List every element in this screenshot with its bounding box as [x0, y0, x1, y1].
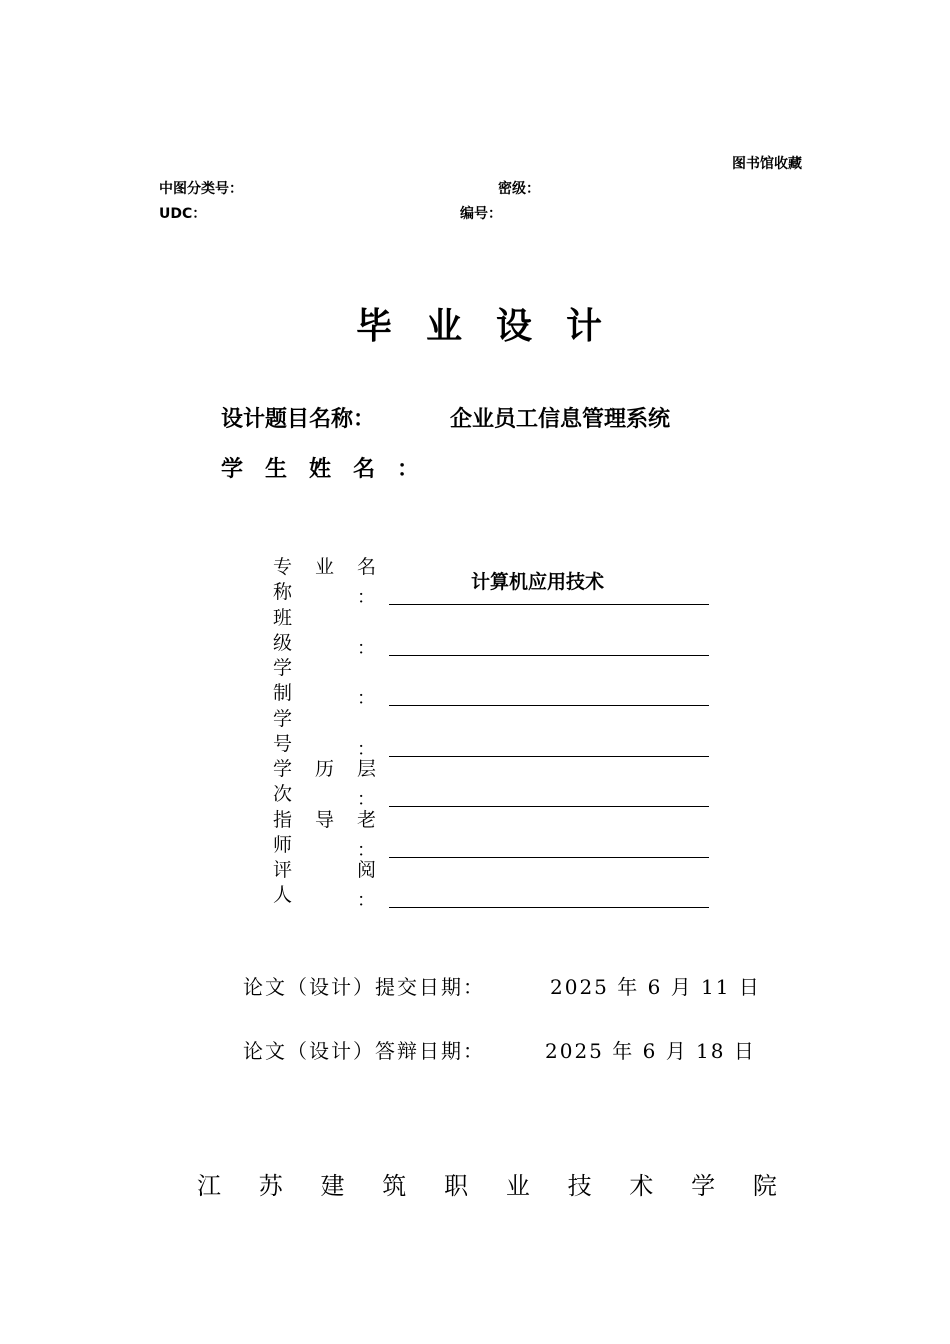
info-underline: [389, 756, 709, 757]
library-collection-label: 图书馆收藏: [732, 156, 802, 172]
school-name-char: 苏: [258, 1172, 283, 1200]
info-underline: [389, 857, 709, 858]
school-name-char: 业: [505, 1172, 530, 1200]
submit-date-label: 论文（设计）提交日期：: [243, 975, 485, 999]
info-label-char: 学: [273, 707, 293, 730]
security-level-label: 密级：: [498, 181, 540, 197]
info-underline: [389, 907, 709, 908]
info-label-char: 号: [273, 732, 293, 755]
school-name-char: 职: [444, 1172, 469, 1200]
topic-label: 设计题目名称：: [221, 407, 376, 432]
info-colon: ：: [357, 890, 375, 911]
info-label-char: 指: [273, 808, 293, 831]
info-value-0: 计算机应用技术: [471, 571, 605, 593]
info-label-char: 导: [315, 808, 335, 831]
info-label-char: [357, 707, 387, 732]
info-underline: [389, 806, 709, 807]
info-label-char: [315, 656, 357, 681]
info-colon: ：: [357, 587, 375, 608]
school-name-char: 学: [691, 1172, 716, 1200]
info-colon: ：: [357, 839, 375, 861]
student-name-label: 学生姓名：: [221, 457, 442, 482]
info-underline: [389, 655, 709, 656]
info-label-char: 业: [315, 556, 335, 578]
school-name-char: 江: [197, 1172, 221, 1200]
info-label-char: 专: [273, 556, 293, 578]
info-label-char: 级: [273, 631, 293, 654]
school-name-char: 建: [320, 1172, 345, 1200]
info-label-char: 层: [357, 758, 377, 780]
info-label-char: 老: [357, 808, 377, 831]
info-colon: ：: [357, 688, 375, 709]
info-underline: [389, 604, 709, 605]
defense-date-label: 论文（设计）答辩日期：: [243, 1039, 485, 1063]
info-label-char: [315, 858, 357, 883]
submit-date-value: 2025 年 6 月 11 日: [550, 975, 761, 999]
info-colon: ：: [357, 789, 375, 810]
udc-label: UDC：: [159, 206, 207, 222]
info-label-char: 学: [273, 758, 293, 780]
document-title: 毕业设计: [356, 306, 637, 347]
info-label-char: [357, 606, 387, 631]
info-label-char: [315, 707, 357, 732]
school-name-char: 院: [752, 1172, 777, 1200]
info-label-char: 称: [273, 581, 293, 603]
school-name: [197, 1166, 777, 1201]
info-label-char: [315, 606, 357, 631]
info-label-char: 评: [273, 859, 293, 881]
info-label-char: 学: [273, 657, 293, 679]
clc-number-label: 中图分类号：: [159, 181, 243, 197]
info-label-char: 名: [357, 556, 377, 578]
info-label-char: [357, 656, 387, 681]
info-label-char: 人: [273, 884, 293, 906]
info-label-char: 班: [273, 606, 293, 629]
info-label-char: 制: [273, 682, 293, 704]
defense-date-value: 2025 年 6 月 18 日: [545, 1039, 756, 1063]
info-label-char: 师: [273, 833, 293, 856]
info-colon: ：: [357, 738, 375, 760]
info-label-char: 历: [315, 758, 335, 780]
info-colon: ：: [357, 637, 375, 659]
info-label-char: 次: [273, 783, 293, 805]
school-name-char: 筑: [382, 1172, 407, 1200]
school-name-char: 技: [567, 1172, 592, 1200]
info-label-char: 阅: [357, 859, 377, 881]
serial-number-label: 编号：: [460, 206, 502, 222]
info-underline: [389, 705, 709, 706]
topic-value: 企业员工信息管理系统: [450, 407, 671, 432]
school-name-char: 术: [629, 1172, 654, 1200]
